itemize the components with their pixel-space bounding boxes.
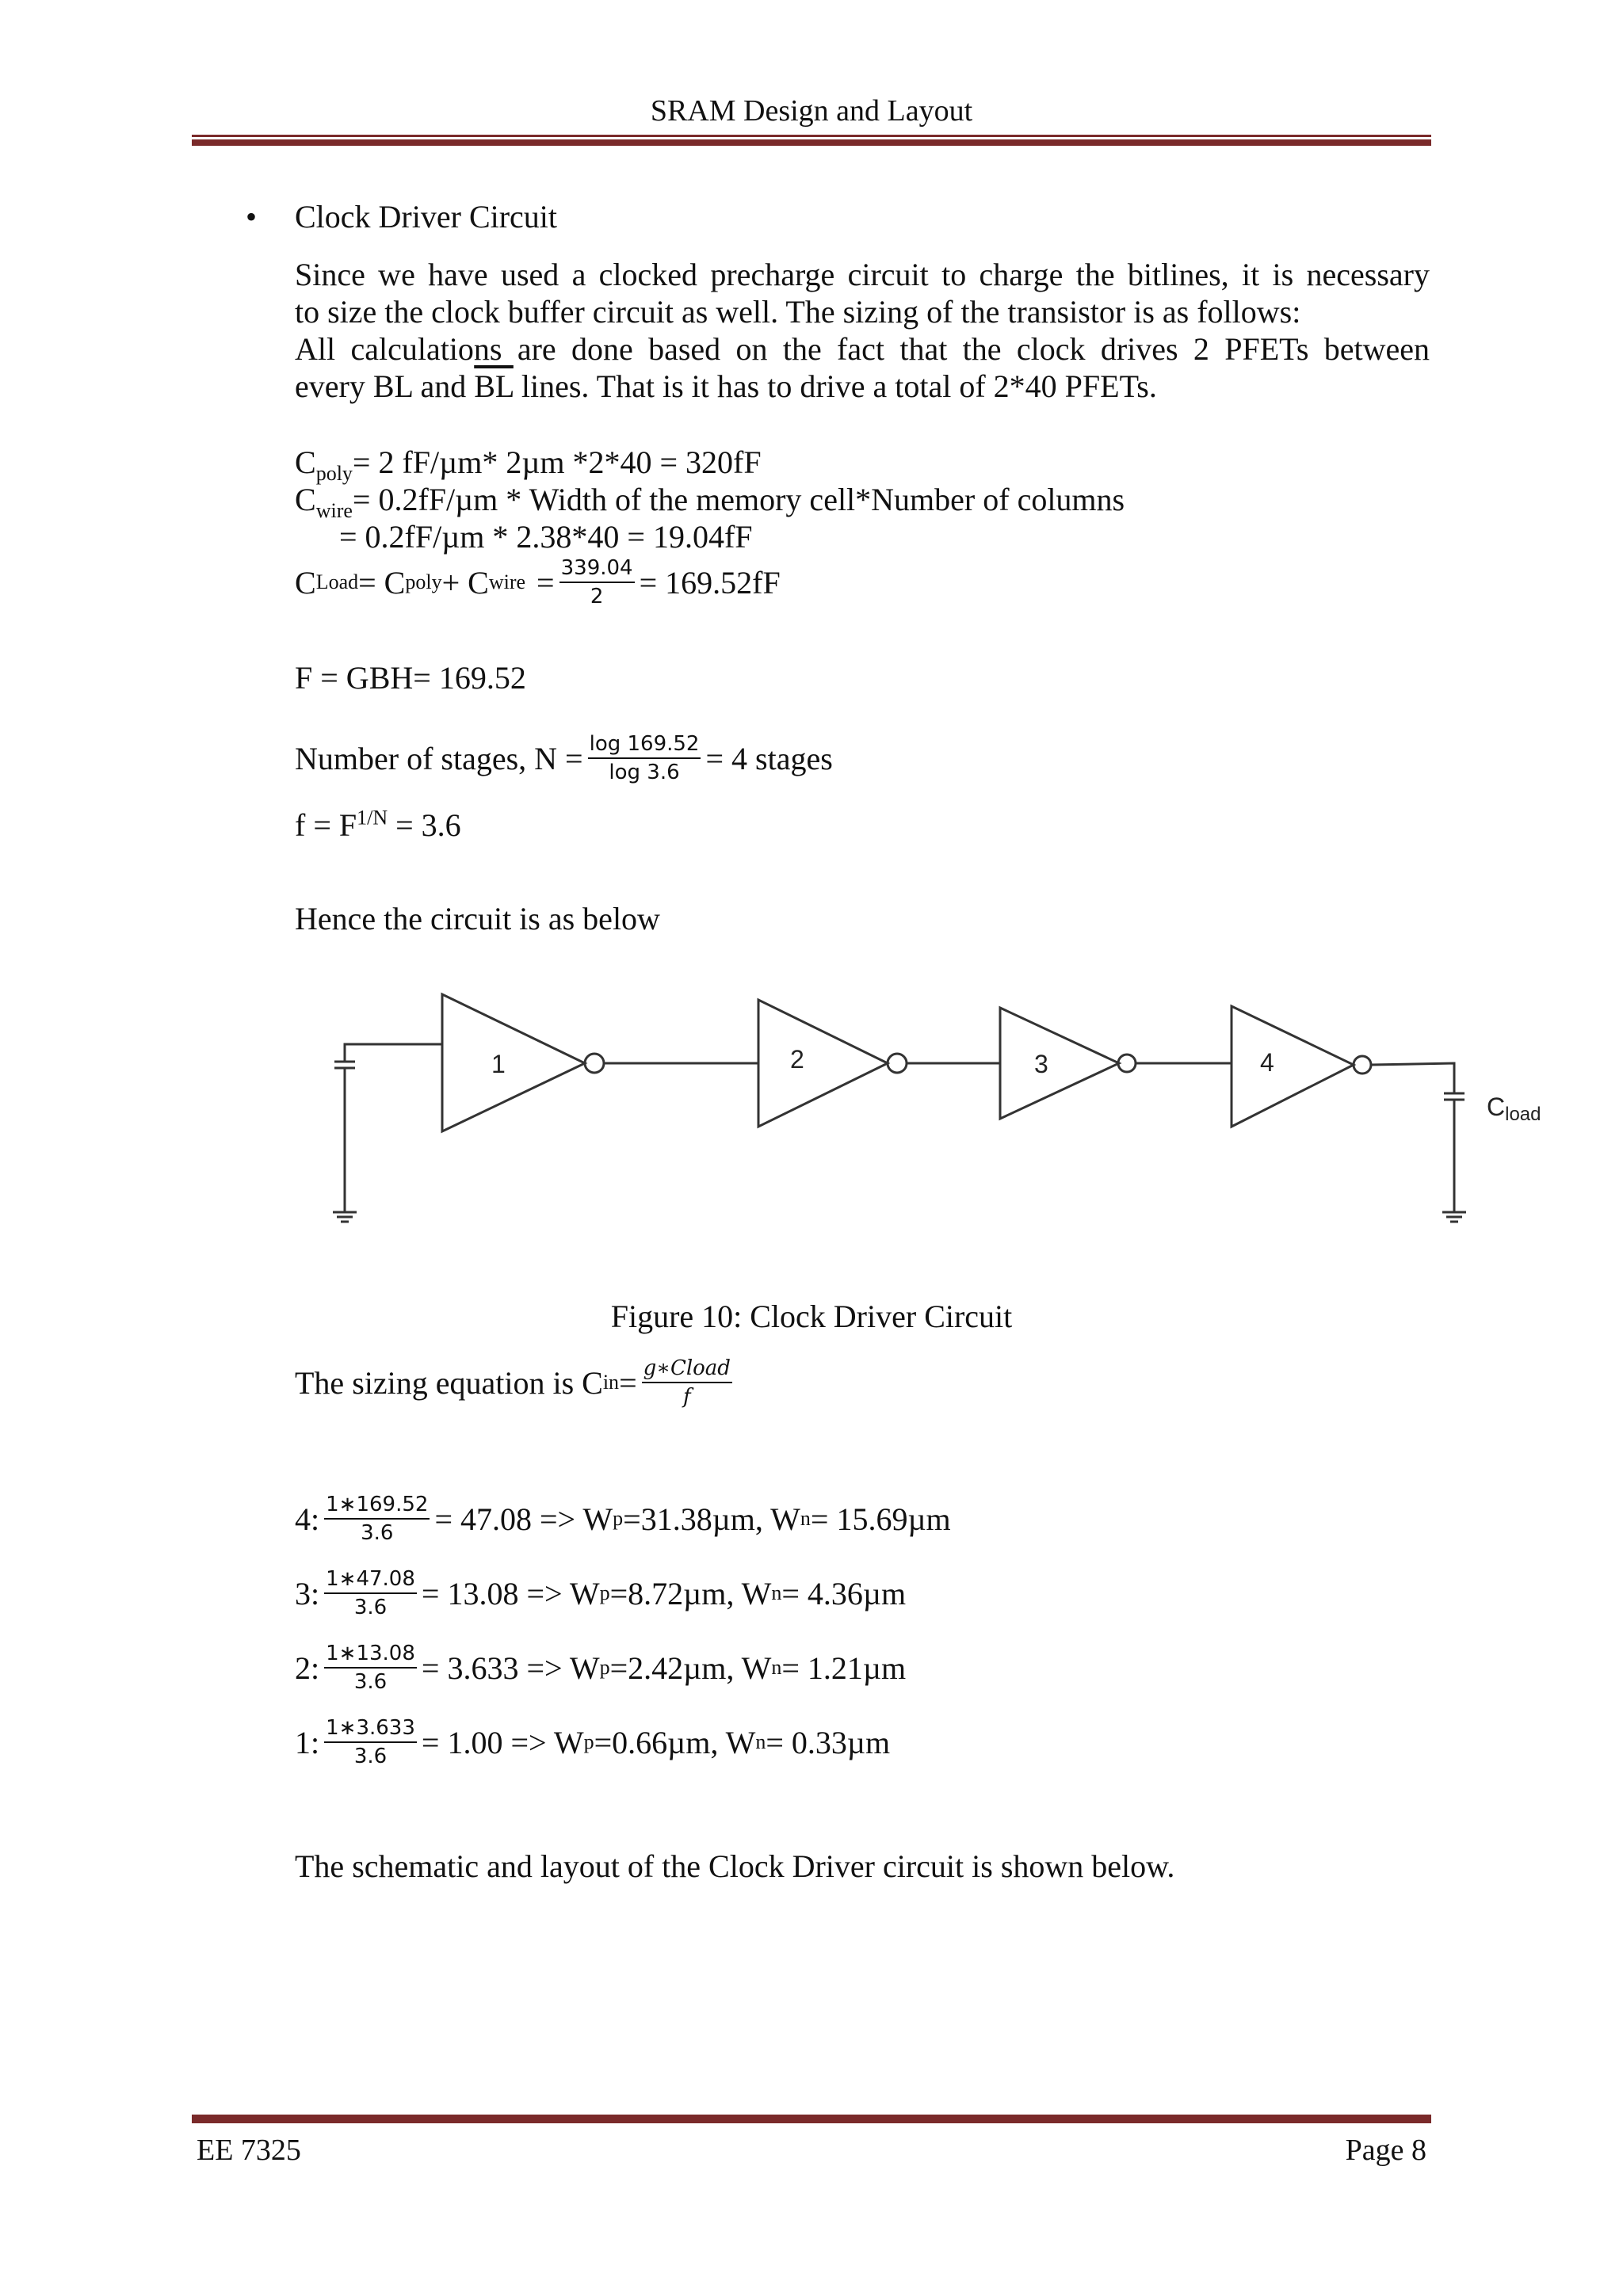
row-result: = 47.08 => W bbox=[434, 1501, 613, 1537]
row-wn-value: = 1.21µm bbox=[781, 1650, 907, 1686]
inverter-4-label: 4 bbox=[1260, 1048, 1274, 1077]
row-wn-value: = 0.33µm bbox=[766, 1724, 891, 1760]
row-wn-value: = 4.36µm bbox=[781, 1575, 907, 1611]
stages-fraction bbox=[588, 730, 701, 786]
row-denominator: 3.6 bbox=[353, 1745, 388, 1768]
sizing-row-2: 2: $\frac{1∗13.08}{3.6}$ = 3.633 => W p =2.42µm, W n = 1.21µm bbox=[295, 1642, 907, 1694]
cload-plus-cwire: + C bbox=[441, 564, 489, 601]
stages-equation bbox=[295, 730, 833, 786]
intro-line-4-start: every BL and bbox=[295, 368, 475, 404]
row-wp-value: =31.38µm, W bbox=[623, 1501, 800, 1537]
cload-label bbox=[1487, 1093, 1541, 1125]
row-wp-value: =8.72µm, W bbox=[609, 1575, 772, 1611]
figure-caption: Figure 10: Clock Driver Circuit bbox=[610, 1299, 1013, 1334]
stages-numerator: log 169.52 bbox=[588, 730, 701, 759]
row-numerator: 1∗13.08 bbox=[324, 1640, 417, 1669]
row-wp-value: =0.66µm, W bbox=[594, 1724, 756, 1760]
section-title: Clock Driver Circuit bbox=[295, 199, 558, 235]
inverter-1-label: 1 bbox=[491, 1050, 506, 1078]
cload-denominator: 2 bbox=[590, 585, 604, 608]
cload-fraction bbox=[559, 555, 635, 610]
intro-line-2: to size the clock buffer circuit as well. The sizing of the transistor is as follows: bbox=[295, 294, 1301, 330]
row-fraction bbox=[324, 1714, 417, 1770]
inverter-2-label: 2 bbox=[790, 1045, 804, 1074]
intro-line-3: All calculations are done based on the fact that the clock drives 2 PFETs between bbox=[295, 331, 1430, 367]
row-fraction bbox=[324, 1640, 417, 1695]
intro-paragraph bbox=[295, 256, 1430, 405]
row-result: = 1.00 => W bbox=[421, 1724, 584, 1760]
intro-line-4-end: lines. That is it has to drive a total of 2*40 PFETs. bbox=[513, 368, 1157, 404]
sizing-denominator: f bbox=[682, 1385, 691, 1409]
cwire-equation bbox=[295, 481, 1125, 522]
footer-course: EE 7325 bbox=[197, 2134, 301, 2167]
input-ground-symbol bbox=[333, 1212, 357, 1222]
row-index: 2: bbox=[295, 1650, 320, 1686]
inverter-3-label: 3 bbox=[1034, 1050, 1048, 1078]
header-rule bbox=[192, 135, 1431, 146]
sizing-row-4: 4: $\frac{1∗169.52}{3.6}$ = 47.08 => W p =31.38µm, W n = 15.69µm bbox=[295, 1493, 951, 1545]
stage-effort-lhs: f = F bbox=[295, 807, 357, 843]
cpoly-equation bbox=[295, 444, 762, 485]
cload-eq-cpoly: = C bbox=[358, 564, 406, 601]
cload-symbol: C bbox=[295, 564, 316, 601]
stage-effort-value: = 3.6 bbox=[388, 807, 461, 843]
row-fraction bbox=[324, 1566, 417, 1621]
row-denominator: 3.6 bbox=[361, 1521, 394, 1545]
inverter-4-body bbox=[1232, 1006, 1354, 1127]
intro-line-1: Since we have used a clocked precharge circuit to charge the bitlines, it is necessary bbox=[295, 257, 1430, 292]
page-header-title: SRAM Design and Layout bbox=[650, 94, 973, 128]
bl-bar-text: $\overline{BL}$ bbox=[474, 368, 514, 404]
sizing-row-1: 1: $\frac{1∗3.633}{3.6}$ = 1.00 => W p =0.66µm, W n = 0.33µm bbox=[295, 1716, 891, 1768]
stage-effort-exponent: 1/N bbox=[357, 806, 388, 830]
sizing-label: The sizing equation is C bbox=[295, 1364, 603, 1401]
row-index: 3: bbox=[295, 1575, 320, 1611]
row-index: 4: bbox=[295, 1501, 320, 1537]
cload-equals: = bbox=[537, 564, 555, 601]
row-wp-value: =2.42µm, W bbox=[609, 1650, 772, 1686]
cwire-subscript: wire bbox=[315, 499, 353, 522]
sizing-row-3: 3: $\frac{1∗47.08}{3.6}$ = 13.08 => W p =8.72µm, W n = 4.36µm bbox=[295, 1567, 907, 1619]
row-denominator: 3.6 bbox=[353, 1670, 388, 1694]
cload-numerator: 339.04 bbox=[559, 555, 635, 583]
cwire-symbol: C bbox=[295, 482, 316, 517]
stages-denominator: log 3.6 bbox=[609, 761, 680, 784]
intro-line-4 bbox=[295, 368, 1430, 405]
inverter-1-bubble bbox=[585, 1054, 604, 1073]
cload-result: = 169.52fF bbox=[639, 564, 781, 601]
cpoly-subscript: poly bbox=[315, 462, 353, 485]
clock-driver-schematic bbox=[317, 974, 1569, 1268]
sizing-numerator: g∗Cload bbox=[642, 1355, 732, 1383]
f-gbh-equation: F = GBH= 169.52 bbox=[295, 660, 526, 696]
stage-effort-equation bbox=[295, 807, 461, 844]
inverter-3-body bbox=[1000, 1008, 1119, 1119]
row-wn-value: = 15.69µm bbox=[810, 1501, 951, 1537]
stages-result: = 4 stages bbox=[705, 740, 833, 776]
stages-label: Number of stages, N = bbox=[295, 740, 583, 776]
sizing-fraction bbox=[642, 1355, 732, 1410]
sizing-equals: = bbox=[619, 1364, 637, 1401]
cpoly-value: = 2 fF/µm* 2µm *2*40 = 320fF bbox=[352, 444, 762, 480]
cload-label-symbol: C bbox=[1487, 1093, 1506, 1121]
output-ground-symbol bbox=[1442, 1212, 1466, 1222]
row-result: = 3.633 => W bbox=[421, 1650, 600, 1686]
hence-text: Hence the circuit is as below bbox=[295, 901, 660, 936]
inverter-2-bubble bbox=[888, 1054, 907, 1073]
cwire-value: = 0.2fF/µm * Width of the memory cell*Number of columns bbox=[352, 482, 1125, 517]
row-index: 1: bbox=[295, 1724, 320, 1760]
sizing-equation: The sizing equation is C in = $\frac{\text{g∗Cload}}{f}$ bbox=[295, 1356, 731, 1409]
footer-rule bbox=[192, 2112, 1431, 2123]
row-denominator: 3.6 bbox=[353, 1596, 388, 1619]
cpoly-symbol: C bbox=[295, 444, 316, 480]
footer-page-number: Page 8 bbox=[1345, 2134, 1426, 2167]
row-result: = 13.08 => W bbox=[421, 1575, 600, 1611]
row-fraction bbox=[324, 1491, 430, 1547]
cload-label-subscript: load bbox=[1505, 1104, 1541, 1125]
row-numerator: 1∗3.633 bbox=[324, 1714, 417, 1743]
input-wire bbox=[345, 1044, 442, 1062]
closing-text: The schematic and layout of the Clock Driver circuit is shown below. bbox=[295, 1848, 1175, 1884]
row-numerator: 1∗169.52 bbox=[324, 1491, 430, 1520]
cwire-equation-continued: = 0.2fF/µm * 2.38*40 = 19.04fF bbox=[339, 519, 753, 555]
cload-equation: C Load = C poly + C wire = $\frac{339.04}{2}$ = 169.52fF bbox=[295, 556, 781, 608]
inverter-1-body bbox=[442, 994, 585, 1131]
bullet-icon: • bbox=[246, 199, 258, 235]
row-numerator: 1∗47.08 bbox=[324, 1566, 417, 1594]
output-wire bbox=[1371, 1063, 1454, 1093]
inverter-2-body bbox=[758, 1000, 888, 1127]
